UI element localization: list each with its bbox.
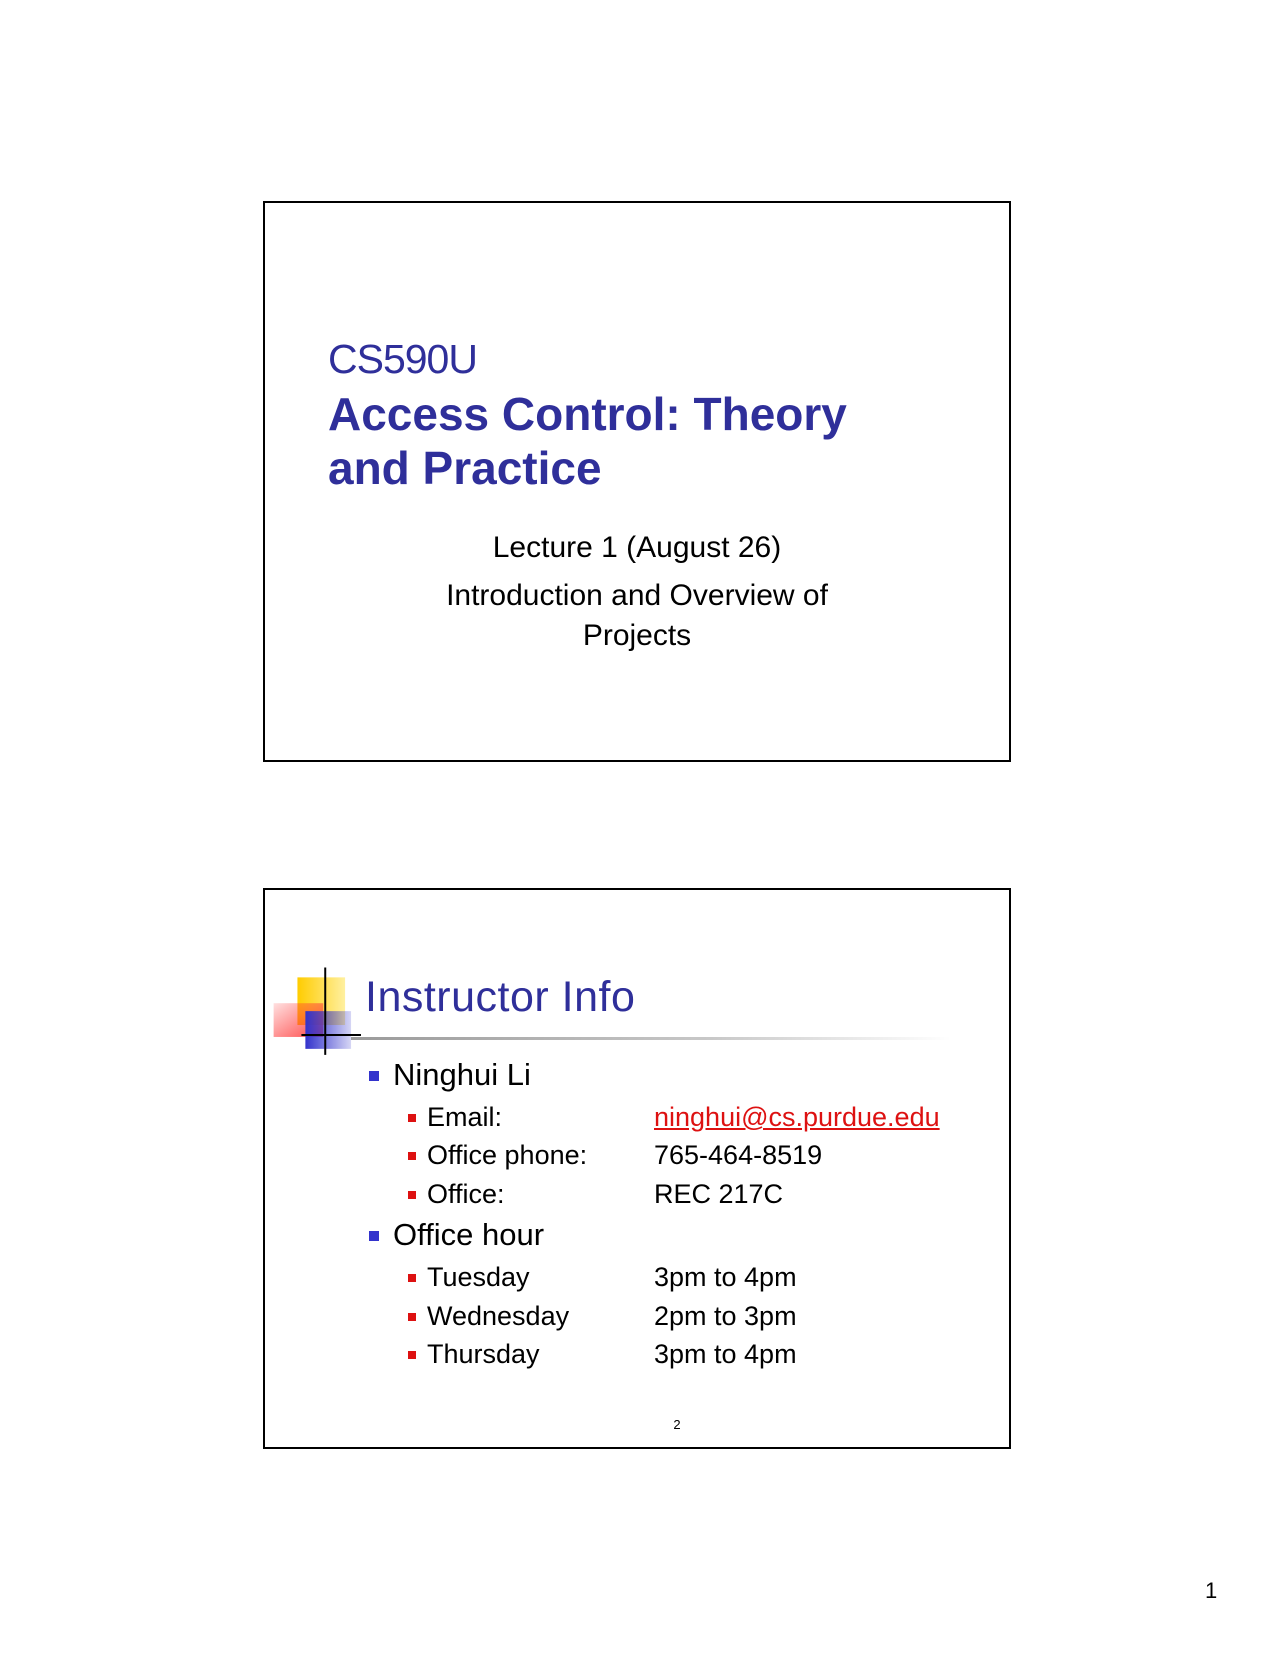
- course-title: [328, 387, 928, 495]
- square-bullet-icon: [408, 1191, 416, 1199]
- lecture-subtitle-line-2: Projects: [582, 619, 692, 652]
- time-value: 2pm to 3pm: [654, 1301, 797, 1331]
- square-bullet-icon: [408, 1351, 416, 1359]
- lecture-subtitle-line-1: Introduction and Overview of: [446, 579, 828, 612]
- slide-number: 2: [673, 1417, 681, 1432]
- square-bullet-icon: [408, 1114, 416, 1122]
- day-label: Thursday: [427, 1339, 540, 1369]
- time-value: 3pm to 4pm: [654, 1262, 797, 1292]
- square-bullet-icon: [369, 1231, 379, 1241]
- phone-value: 765-464-8519: [654, 1140, 823, 1170]
- square-bullet-icon: [408, 1152, 416, 1160]
- lecture-label: Lecture 1 (August 26): [492, 531, 782, 564]
- time-value: 3pm to 4pm: [654, 1339, 797, 1369]
- slide-title: [263, 201, 1011, 762]
- instructor-section: [369, 1057, 531, 1093]
- office-value: REC 217C: [654, 1179, 784, 1209]
- day-label: Wednesday: [427, 1301, 570, 1331]
- email-label: Email:: [427, 1102, 503, 1132]
- course-title-line-1: Access Control: Theory: [328, 388, 847, 440]
- office-hour-section: [369, 1217, 544, 1253]
- square-bullet-icon: [408, 1313, 416, 1321]
- heading-divider: [351, 1037, 951, 1040]
- lecture-info: [265, 528, 1009, 656]
- phone-label: Office phone:: [427, 1140, 588, 1170]
- page-number: 1: [1205, 1578, 1218, 1603]
- course-title-line-2: and Practice: [328, 442, 602, 494]
- square-bullet-icon: [369, 1071, 379, 1081]
- course-code: CS590U: [328, 336, 477, 382]
- slide-heading: Instructor Info: [365, 973, 636, 1021]
- slide-instructor-info: [263, 888, 1011, 1449]
- day-label: Tuesday: [427, 1262, 530, 1292]
- instructor-name: Ninghui Li: [393, 1057, 531, 1092]
- square-bullet-icon: [408, 1274, 416, 1282]
- email-link[interactable]: ninghui@cs.purdue.edu: [654, 1102, 940, 1132]
- office-hour-title: Office hour: [393, 1217, 545, 1252]
- office-label: Office:: [427, 1179, 505, 1209]
